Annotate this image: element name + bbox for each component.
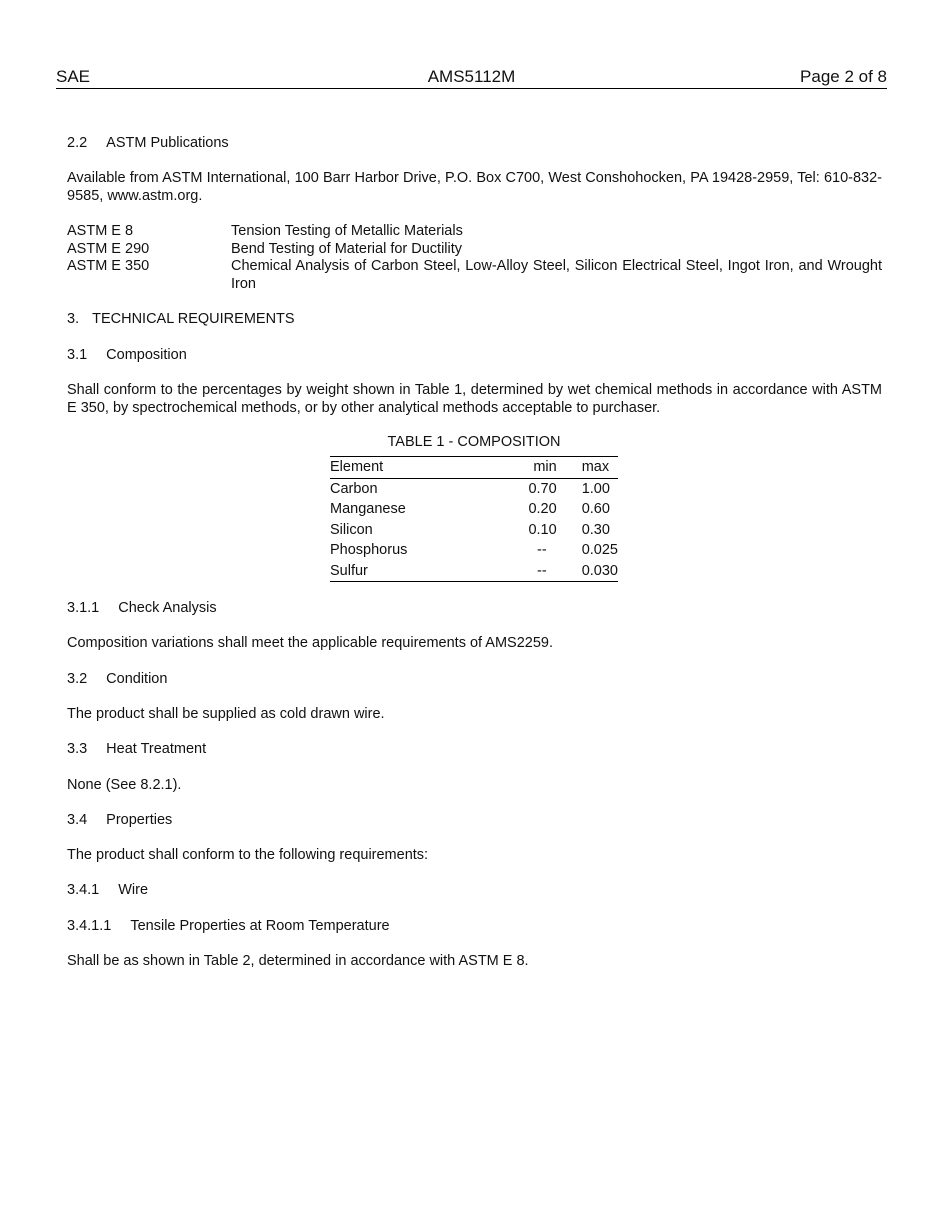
max-cell: 0.30 [581, 521, 610, 538]
section-title: Properties [106, 812, 173, 828]
table-row [330, 520, 618, 541]
section-3-2-paragraph: The product shall be supplied as cold drawn wire. [67, 706, 385, 722]
min-cell: 0.70 [528, 480, 557, 497]
section-number: 3.1 [67, 347, 88, 363]
section-3-heading [67, 310, 295, 328]
element-cell: Phosphorus [330, 542, 408, 559]
section-3-1-paragraph: Shall conform to the percentages by weight shown in Table 1, determined by wet chemical methods in accordance with ASTM E 350, by spectrochemical methods, or by other analytical methods acceptable to purchaser. [67, 382, 882, 416]
header-doc-number: AMS5112M [427, 67, 516, 86]
section-number: 3.4.1.1 [67, 918, 112, 934]
section-3-2-heading [67, 670, 167, 688]
section-3-4-paragraph: The product shall conform to the following requirements: [67, 847, 429, 863]
table-row [330, 540, 618, 561]
element-cell: Manganese [330, 501, 406, 518]
element-cell: Silicon [330, 521, 373, 538]
max-cell: 1.00 [581, 480, 610, 497]
section-3-4-1-1-heading [67, 917, 390, 935]
section-title: Tensile Properties at Room Temperature [130, 918, 390, 934]
section-3-4-1-heading [67, 881, 148, 899]
section-3-4-heading [67, 811, 172, 829]
section-number: 3.2 [67, 671, 88, 687]
section-number: 3.1.1 [67, 600, 100, 616]
section-number: 3.3 [67, 741, 88, 757]
section-title: ASTM Publications [106, 135, 229, 151]
min-cell: 0.10 [528, 521, 557, 538]
section-title: TECHNICAL REQUIREMENTS [92, 311, 295, 327]
header-org: SAE [56, 67, 91, 86]
section-2-2-paragraph: Available from ASTM International, 100 Barr Harbor Drive, P.O. Box C700, West Conshohocken, PA 19428-2959, Tel: 610-832-9585, www.astm.org. [67, 170, 882, 204]
table-header-row [330, 457, 618, 479]
max-cell: 0.030 [581, 562, 618, 579]
max-cell: 0.60 [581, 501, 610, 518]
element-cell: Carbon [330, 480, 378, 497]
section-3-3-heading [67, 740, 206, 758]
min-cell: -- [537, 542, 547, 559]
ref-id: ASTM E 290 [67, 241, 150, 257]
ref-id: ASTM E 350 [67, 258, 150, 274]
section-number: 3.4 [67, 812, 88, 828]
min-cell: -- [537, 562, 547, 579]
table-1-caption: TABLE 1 - COMPOSITION [387, 434, 561, 450]
section-number: 2.2 [67, 135, 88, 151]
table-row [330, 561, 618, 582]
max-cell: 0.025 [581, 542, 618, 559]
ref-title: Bend Testing of Material for Ductility [231, 241, 463, 257]
section-title: Check Analysis [118, 600, 217, 616]
ref-id: ASTM E 8 [67, 223, 134, 239]
section-number: 3.4.1 [67, 882, 100, 898]
ref-title: Chemical Analysis of Carbon Steel, Low-Alloy Steel, Silicon Electrical Steel, Ingot Iron, and Wrought Iron [231, 258, 882, 292]
ref-title: Tension Testing of Metallic Materials [231, 223, 463, 239]
section-title: Composition [106, 347, 187, 363]
table-row [330, 499, 618, 520]
section-3-4-1-1-paragraph: Shall be as shown in Table 2, determined in accordance with ASTM E 8. [67, 953, 529, 969]
element-cell: Sulfur [330, 562, 368, 579]
section-2-2-heading [67, 134, 229, 152]
table-row [330, 478, 618, 499]
column-header-max: max [581, 459, 610, 476]
header-page-number: Page 2 of 8 [800, 67, 887, 86]
column-header-min: min [533, 459, 557, 476]
page-header [56, 66, 887, 89]
section-title: Wire [118, 882, 149, 898]
section-3-1-heading [67, 346, 187, 364]
column-header-element: Element [330, 459, 384, 476]
section-3-1-1-heading [67, 599, 217, 617]
composition-table [330, 456, 618, 582]
section-title: Condition [106, 671, 168, 687]
section-3-1-1-paragraph: Composition variations shall meet the applicable requirements of AMS2259. [67, 635, 554, 651]
section-number: 3. [67, 311, 80, 327]
min-cell: 0.20 [528, 501, 557, 518]
section-title: Heat Treatment [106, 741, 207, 757]
section-3-3-paragraph: None (See 8.2.1). [67, 777, 182, 793]
